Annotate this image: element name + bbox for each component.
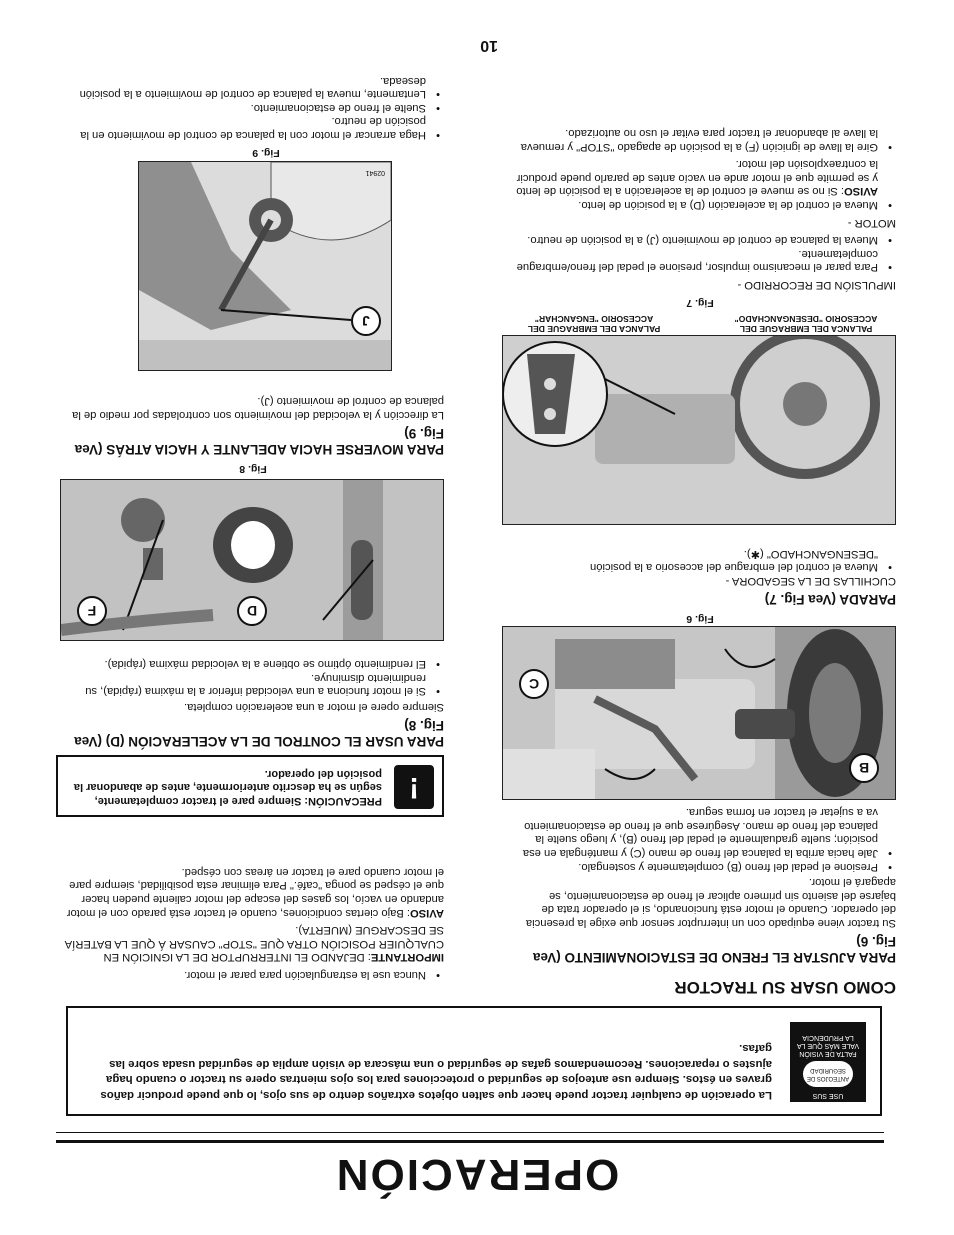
brake-bullet-1: • Presione el pedal del freno (B) completamente y sostengalo. (514, 859, 896, 873)
motion-heading: PARA MOVERSE HACIA ADELANTE Y HACIA ATRÁS (Vea Fig. 9) (74, 426, 444, 457)
motion-lever-illustration (139, 162, 391, 370)
important-note (60, 923, 444, 964)
brake-section (514, 805, 896, 965)
engine-sub: MOTOR - (847, 216, 896, 229)
key-bullet: • Gire la llave de ignición (F) a la posición de apagado "STOP" y remueva la llave al abandonar el tractor para evitar el uso no autorizado. (514, 125, 896, 152)
motion-bullet-3: • Lentamente, mueva la palanca de control de movimiento a la posición deseada. (60, 73, 444, 100)
fig-9-image (138, 161, 392, 371)
brake-heading: PARA AJUSTAR EL FRENO DE ESTACIONAMIENTO (Vea Fig. 6) (532, 934, 896, 965)
callout-d: D (237, 596, 267, 626)
drive-sub: IMPULSIÓN DE RECORRIDO - (737, 279, 896, 291)
fig-8-caption: Fig. 8 (239, 463, 267, 475)
stop-blades-sub: CUCHILLAS DE LA SEGADORA - (725, 575, 896, 587)
drive-bullet-2: • Mueva la palanca de control de movimiento (J) a la posición de neutro. (514, 233, 896, 247)
aviso-1-label: AVISO (844, 185, 878, 198)
engine-bullet: • Mueva el control de la aceleración (D) a la posición de lento. (514, 197, 896, 211)
throttle-intro: Siempre opere el motor a una aceleración completa. (184, 701, 444, 713)
brake-intro: Su tractor viene equipado con un interruptor sensor que exige la presencia del operador. Cuando el motor está funcionando, si el operador trata de bajarse del asiento sin primero aplicar el freno de estacionamiento, se apagará el motor. (525, 876, 896, 929)
aviso-2-label: AVISO (410, 906, 444, 919)
motion-bullet-2: • Suelte el freno de estacionamiento. (60, 100, 444, 114)
goggles-icon (803, 1061, 853, 1087)
callout-j: J (351, 306, 381, 336)
badge-text-1: USE SUS (812, 1092, 844, 1099)
fig-9-caption: Fig. 9 (252, 147, 280, 159)
clutch-label-disengaged: PALANCA DEL EMBRAGUE DEL ACCESORIO "DESENGANCHADO" (734, 314, 878, 334)
throttle-bullet-1: • Si el motor funciona a una velocidad inferior a la máxima (rápida), su rendimiento disminuye. (60, 670, 444, 697)
badge-text-2: ANTEOJOS DE SEGURIDAD (806, 1067, 850, 1081)
title-rule-bottom (56, 1132, 884, 1133)
safety-warning-box (66, 1006, 882, 1116)
aviso-2-text: : Bajo ciertas condiciones, cuando el tractor está parado con el motor andando en vacío, los gases del escape del motor caliente pueden hacer que el césped se ponga "café." Para eliminar esta posibilidad, siempre pare el motor cuando pare el tractor en áreas con césped. (66, 865, 444, 919)
stop-heading: PARADA (Vea Fig. 7) (764, 592, 896, 607)
stop-section (514, 546, 896, 607)
fig-6-caption: Fig. 6 (686, 613, 714, 625)
important-text: : DEJANDO EL INTERRUPTOR DE LA IGNICIÓN EN CUALQUIER POSICIÓN OTRA QUE "STOP" CAUSAR Á QUE LA BATERÍA SE DESCARGUE (MUERTA). (65, 924, 444, 964)
stop-blades-bullet: • Mueva el control del embrague del accesorio a la posición "DESENGANCHADO" (✱). (514, 546, 896, 573)
badge-text-4: VALE MÁS QUE LA (796, 1042, 860, 1049)
badge-text-3: FALTA DE VISIÓN (799, 1050, 857, 1057)
throttle-heading: PARA USAR EL CONTROL DE LA ACELERACIÓN (D) (Vea Fig. 8) (74, 718, 444, 749)
drive-section (514, 125, 896, 291)
caution-label: PRECAUCIÓN (308, 795, 382, 807)
caution-box (56, 755, 444, 817)
fig-8-image (60, 479, 444, 641)
caution-text (64, 767, 382, 808)
caution-body: : Siempre pare el tractor completamente, según se ha descrito anteriormente, antes de abandonar la posición del operador. (73, 768, 382, 807)
brake-pedal-illustration (503, 627, 895, 799)
motion-intro: La dirección y la velocidad del movimiento son controladas por medio de la palanca de control de movimiento (J). (72, 395, 444, 421)
throttle-bullet-2: • El rendimiento óptimo se obtiene a la velocidad máxima (rápida). (60, 657, 444, 671)
motion-section (60, 394, 444, 457)
aviso-2 (60, 864, 444, 918)
title-rule-top (56, 1140, 884, 1143)
right-col-top (60, 864, 444, 981)
important-label: IMPORTANTE (370, 951, 444, 964)
fig-6-image (502, 626, 896, 800)
fig-7-caption: Fig. 7 (686, 297, 714, 309)
aviso-1 (514, 157, 896, 198)
brake-bullet-2: • Jale hacia arriba la palanca del freno de mano (C) y manténgala en esa posición; suelte gradualmente el pedal del freno (B), y luego suelte la palanca del freno de mano. Asegúrese que el freno de estacionamiento va a sujetar el tractor en forma segura. (514, 805, 896, 859)
aviso-1-text: : Si no se mueve el control de la aceleración a la posición de lento y se permite que el motor ande en vacío antes de pararlo puede producir la contraexplosión del motor. (516, 158, 878, 198)
section-title-wrap (514, 978, 896, 997)
badge-text-5: LA PRUDENCIA (802, 1034, 854, 1041)
page-title: OPERACIÓN (334, 1150, 620, 1199)
drive-bullet-1: • Para parar el mecanismo impulsor, presione el pedal del freno/embrague completamente. (514, 246, 896, 273)
fig-9-code: 02941 (365, 169, 385, 176)
clutch-lever-illustration (503, 336, 895, 524)
choke-bullet: • Nunca use la estrangulación para parar el motor. (60, 967, 444, 981)
motion-bullet-1: • Haga arrancar el motor con la palanca de control de movimiento en la posición de neutro. (60, 114, 444, 141)
throttle-section (60, 657, 444, 749)
safety-warning-text: La operación de cualquier tractor puede hacer que salten objetos extraños dentro de sus ojos, lo que puede producir daños graves en éstos. Siempre use anteojos de seguridad o protecciones para los ojos mientras opere su tractor o cuando haga ajustes o reparaciones. Recomendamos gafas de seguridad o una máscara de visión amplia de seguridad usada sobre las gafas. (100, 1042, 772, 1101)
callout-b: B (849, 753, 879, 783)
section-title: COMO USAR SU TRACTOR (674, 978, 896, 997)
safety-glasses-badge (790, 1022, 866, 1102)
motion-bullets (60, 73, 444, 141)
callout-c: C (519, 669, 549, 699)
callout-f: F (77, 596, 107, 626)
caution-icon: ! (394, 765, 434, 809)
fig-7-image (502, 335, 896, 525)
clutch-label-engage: PALANCA DEL EMBRAGUE DEL ACCESORIO "ENGANCHAR" (527, 314, 661, 334)
page-number: 10 (480, 37, 498, 54)
